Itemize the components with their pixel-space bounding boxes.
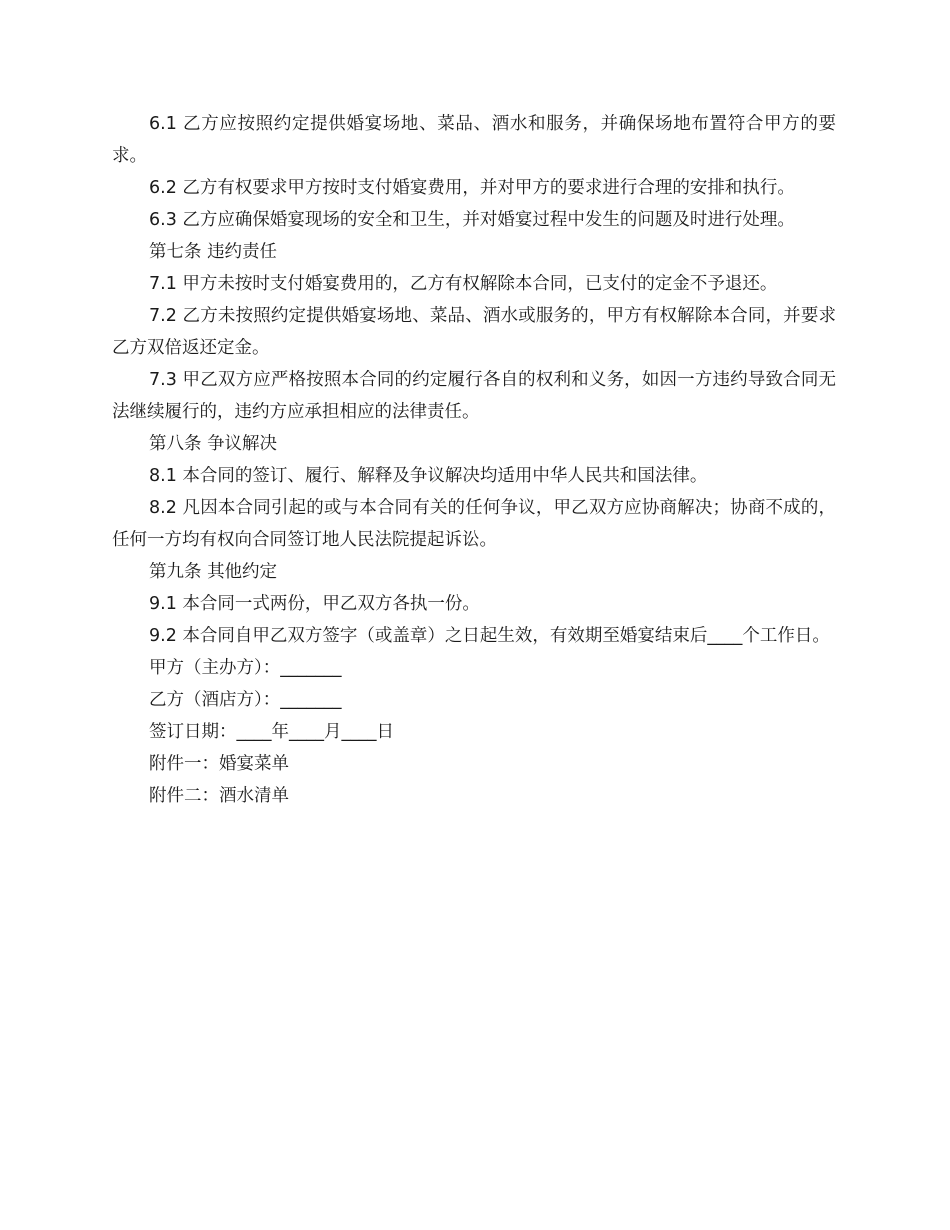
article-8-heading: 第八条 争议解决 [149, 434, 278, 454]
clause-8-2: 8.2 凡因本合同引起的或与本合同有关的任何争议，甲乙双方应协商解决；协商不成的，任何一方均有权向合同签订地人民法院提起诉讼。 [112, 498, 836, 550]
article-9-heading: 第九条 其他约定 [149, 562, 278, 582]
article-7-heading: 第七条 违约责任 [149, 242, 278, 262]
signing-date-line: 签订日期：____年____月____日 [149, 722, 394, 742]
clause-6-1: 6.1 乙方应按照约定提供婚宴场地、菜品、酒水和服务，并确保场地布置符合甲方的要求。 [112, 114, 836, 166]
clause-9-2: 9.2 本合同自甲乙双方签字（或盖章）之日起生效，有效期至婚宴结束后____个工作日。 [149, 626, 830, 646]
clause-9-1: 9.1 本合同一式两份，甲乙双方各执一份。 [149, 594, 480, 614]
attachment-2: 附件二：酒水清单 [149, 786, 289, 806]
clause-6-2: 6.2 乙方有权要求甲方按时支付婚宴费用，并对甲方的要求进行合理的安排和执行。 [149, 178, 795, 198]
party-b-signature-line: 乙方（酒店方）：_______ [149, 690, 342, 710]
document-body [112, 108, 836, 812]
attachment-1: 附件一：婚宴菜单 [149, 754, 289, 774]
clause-6-3: 6.3 乙方应确保婚宴现场的安全和卫生，并对婚宴过程中发生的问题及时进行处理。 [149, 210, 795, 230]
party-a-signature-line: 甲方（主办方）：_______ [149, 658, 342, 678]
clause-8-1: 8.1 本合同的签订、履行、解释及争议解决均适用中华人民共和国法律。 [149, 466, 708, 486]
clause-7-3: 7.3 甲乙双方应严格按照本合同的约定履行各自的权利和义务，如因一方违约导致合同无法继续履行的，违约方应承担相应的法律责任。 [112, 370, 836, 422]
clause-7-1: 7.1 甲方未按时支付婚宴费用的，乙方有权解除本合同，已支付的定金不予退还。 [149, 274, 778, 294]
clause-7-2: 7.2 乙方未按照约定提供婚宴场地、菜品、酒水或服务的，甲方有权解除本合同，并要求乙方双倍返还定金。 [112, 306, 836, 358]
